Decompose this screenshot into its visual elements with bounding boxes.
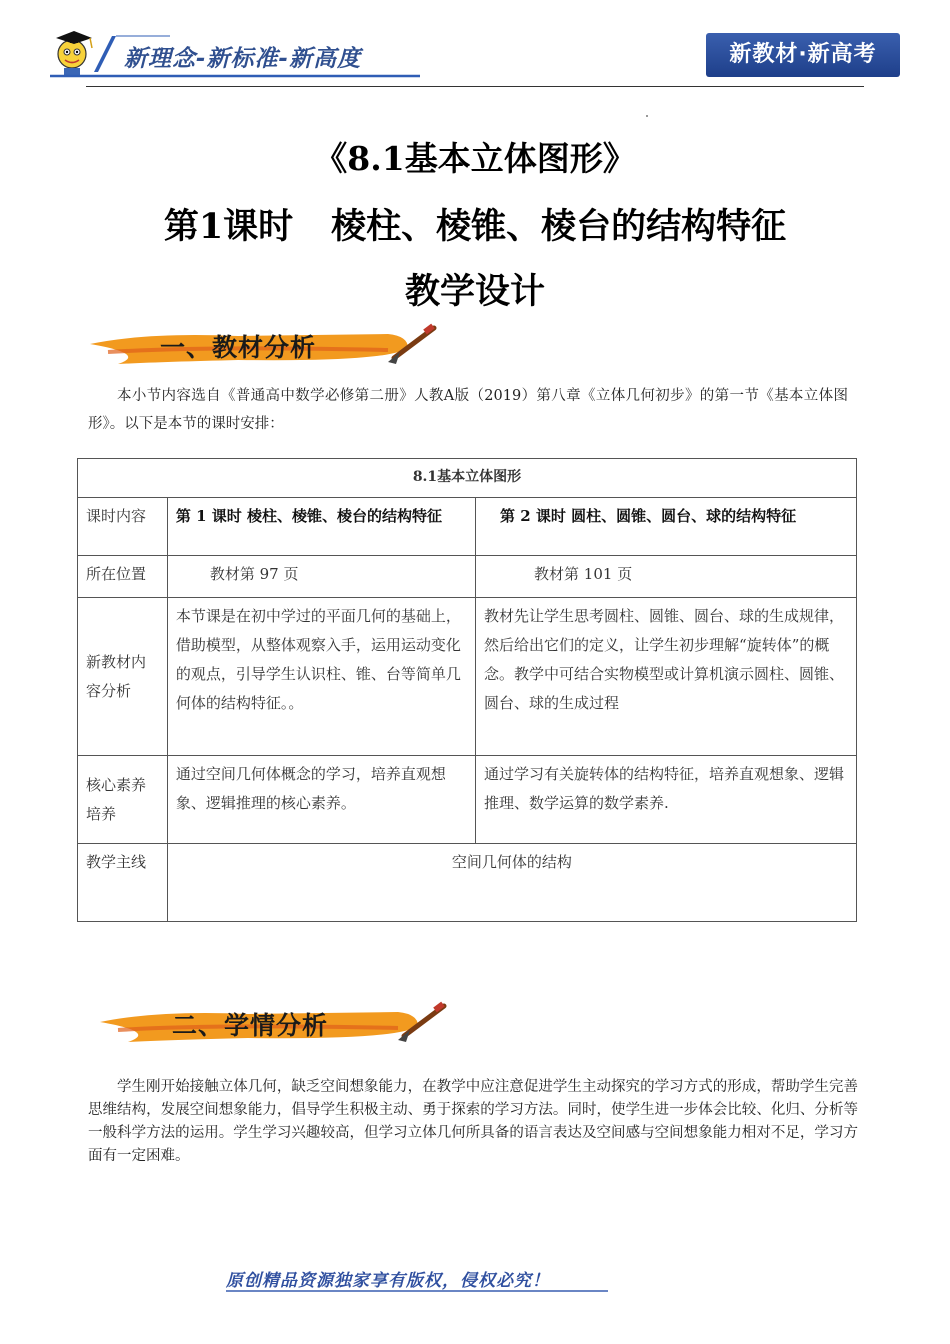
design-label: 教学设计	[404, 271, 545, 312]
table-cell: 通过空间几何体概念的学习，培养直观想象、逻辑推理的核心素养。	[167, 756, 475, 844]
table-cell: 通过学习有关旋转体的结构特征，培养直观想象、逻辑推理、数学运算的数学素养.	[476, 756, 857, 844]
table-cell: 本节课是在初中学过的平面几何的基础上，借助模型，从整体观察入手，运用运动变化的观点，引导学生认识柱、锥、台等简单几何体的结构特征。。	[167, 598, 475, 756]
lesson-topic: 棱柱、棱锥、棱台的结构特征	[331, 206, 787, 247]
document-title: 《8.1基本立体图形》	[314, 139, 636, 178]
section-banner-textbook-analysis	[88, 322, 448, 372]
row-label: 所在位置	[78, 556, 168, 598]
header-badge: 新教材·新高考	[706, 33, 900, 77]
table-cell: 教材第 97 页	[167, 556, 475, 598]
section-banner-learner-analysis	[98, 1000, 458, 1050]
header-divider	[86, 86, 864, 87]
table-caption: 8.1基本立体图形	[78, 459, 857, 498]
table-row	[78, 556, 857, 598]
table-cell: 第 2 课时 圆柱、圆锥、圆台、球的结构特征	[476, 498, 857, 556]
table-row	[78, 498, 857, 556]
row-label: 课时内容	[78, 498, 168, 556]
table-row	[78, 844, 857, 922]
footer-underline	[226, 1290, 608, 1292]
header-slogan: 新理念-新标准-新高度	[124, 46, 362, 72]
table-caption-row	[78, 459, 857, 498]
section-heading-2: 二、学情分析	[172, 1011, 329, 1040]
section1-intro: 本小节内容选自《普通高中数学必修第二册》人教A版（2019）第八章《立体几何初步》的第一节《基本立体图形》。以下是本节的课时安排：	[88, 388, 848, 432]
table-cell: 空间几何体的结构	[167, 844, 856, 922]
lesson-number: 第1课时	[163, 206, 294, 247]
stray-mark	[646, 115, 648, 117]
lesson-subtitle	[0, 199, 950, 249]
table-cell: 第 1 课时 棱柱、棱锥、棱台的结构特征	[167, 498, 475, 556]
table-row	[78, 598, 857, 756]
table-cell: 教材第 101 页	[476, 556, 857, 598]
row-label: 教学主线	[78, 844, 168, 922]
copyright-notice: 原创精品资源独家享有版权，侵权必究！	[226, 1271, 550, 1291]
section-heading-1: 一、教材分析	[160, 333, 317, 362]
lesson-schedule-table	[77, 458, 857, 922]
row-label: 核心素养培养	[78, 756, 168, 844]
row-label: 新教材内容分析	[78, 598, 168, 756]
table-cell: 教材先让学生思考圆柱、圆锥、圆台、球的生成规律，然后给出它们的定义，让学生初步理解“旋转体”的概念。教学中可结合实物模型或计算机演示圆柱、圆锥、圆台、球的生成过程	[476, 598, 857, 756]
table-row	[78, 756, 857, 844]
section2-body: 学生刚开始接触立体几何，缺乏空间想象能力，在教学中应注意促进学生主动探究的学习方式的形成，帮助学生完善思维结构，发展空间想象能力，倡导学生积极主动、勇于探索的学习方法。同时，使学生进一步体会比较、化归、分析等一般科学方法的运用。学生学习兴趣较高，但学习立体几何所具备的语言表达及空间感与空间想象能力相对不足，学习方面有一定困难。	[88, 1079, 858, 1164]
